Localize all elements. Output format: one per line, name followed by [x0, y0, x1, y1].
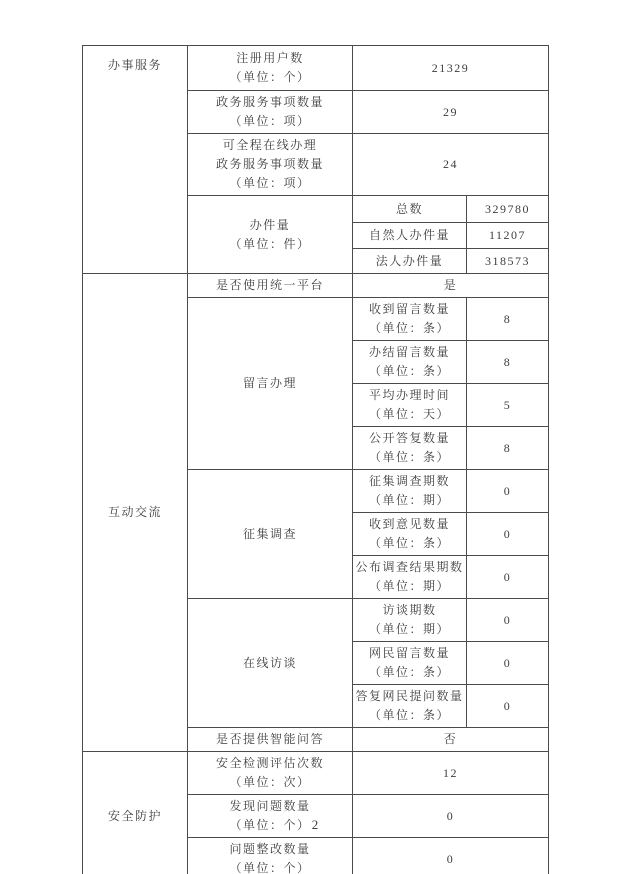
label-natural-person-cases: 自然人办件量: [353, 223, 467, 249]
label-online-interview: 在线访谈: [188, 599, 353, 728]
value-public-replies: 8: [467, 427, 549, 470]
value-messages-received: 8: [467, 298, 549, 341]
value-gov-service-items: 29: [353, 91, 549, 134]
value-opinions-received: 0: [467, 513, 549, 556]
value-case-total: 329780: [467, 196, 549, 223]
category-office-services: 办事服务: [83, 46, 188, 274]
value-problems-found: 0: [353, 795, 549, 838]
label-netizen-messages: 网民留言数量 （单位：条）: [353, 642, 467, 685]
statistics-table-body: [83, 46, 549, 874]
value-legal-person-cases: 318573: [467, 249, 549, 274]
value-natural-person-cases: 11207: [467, 223, 549, 249]
value-security-assessments: 12: [353, 752, 549, 795]
value-smart-qa: 否: [353, 728, 549, 752]
label-message-handling: 留言办理: [188, 298, 353, 470]
label-legal-person-cases: 法人办件量: [353, 249, 467, 274]
value-average-handling-time: 5: [467, 384, 549, 427]
label-survey-results-published: 公布调查结果期数 （单位：期）: [353, 556, 467, 599]
label-problems-rectified: 问题整改数量 （单位：个）: [188, 838, 353, 874]
value-unified-platform: 是: [353, 274, 549, 298]
value-interview-periods: 0: [467, 599, 549, 642]
label-unified-platform: 是否使用统一平台: [188, 274, 353, 298]
label-interview-periods: 访谈期数 （单位：期）: [353, 599, 467, 642]
label-gov-service-items: 政务服务事项数量 （单位：项）: [188, 91, 353, 134]
category-interaction: 互动交流: [83, 274, 188, 752]
label-opinions-received: 收到意见数量 （单位：条）: [353, 513, 467, 556]
value-problems-rectified: 0: [353, 838, 549, 874]
label-solicitation-survey: 征集调查: [188, 470, 353, 599]
label-case-total: 总数: [353, 196, 467, 223]
label-smart-qa: 是否提供智能问答: [188, 728, 353, 752]
label-messages-received: 收到留言数量 （单位：条）: [353, 298, 467, 341]
label-registered-users: 注册用户数 （单位：个）: [188, 46, 353, 91]
label-average-handling-time: 平均办理时间 （单位：天）: [353, 384, 467, 427]
label-security-assessments: 安全检测评估次数 （单位：次）: [188, 752, 353, 795]
value-messages-completed: 8: [467, 341, 549, 384]
value-full-online-items: 24: [353, 134, 549, 196]
label-case-volume: 办件量 （单位：件）: [188, 196, 353, 274]
value-survey-periods: 0: [467, 470, 549, 513]
page-number: 2: [311, 817, 319, 832]
label-netizen-question-replies: 答复网民提问数量 （单位：条）: [353, 685, 467, 728]
category-security-protection: 安全防护: [83, 752, 188, 874]
label-full-online-items: 可全程在线办理 政务服务事项数量 （单位：项）: [188, 134, 353, 196]
value-registered-users: 21329: [353, 46, 549, 91]
label-survey-periods: 征集调查期数 （单位：期）: [353, 470, 467, 513]
value-netizen-messages: 0: [467, 642, 549, 685]
label-public-replies: 公开答复数量 （单位：条）: [353, 427, 467, 470]
statistics-table: [82, 45, 549, 874]
value-netizen-question-replies: 0: [467, 685, 549, 728]
label-messages-completed: 办结留言数量 （单位：条）: [353, 341, 467, 384]
label-problems-found: 发现问题数量 （单位：个）: [188, 795, 353, 838]
value-survey-results-published: 0: [467, 556, 549, 599]
